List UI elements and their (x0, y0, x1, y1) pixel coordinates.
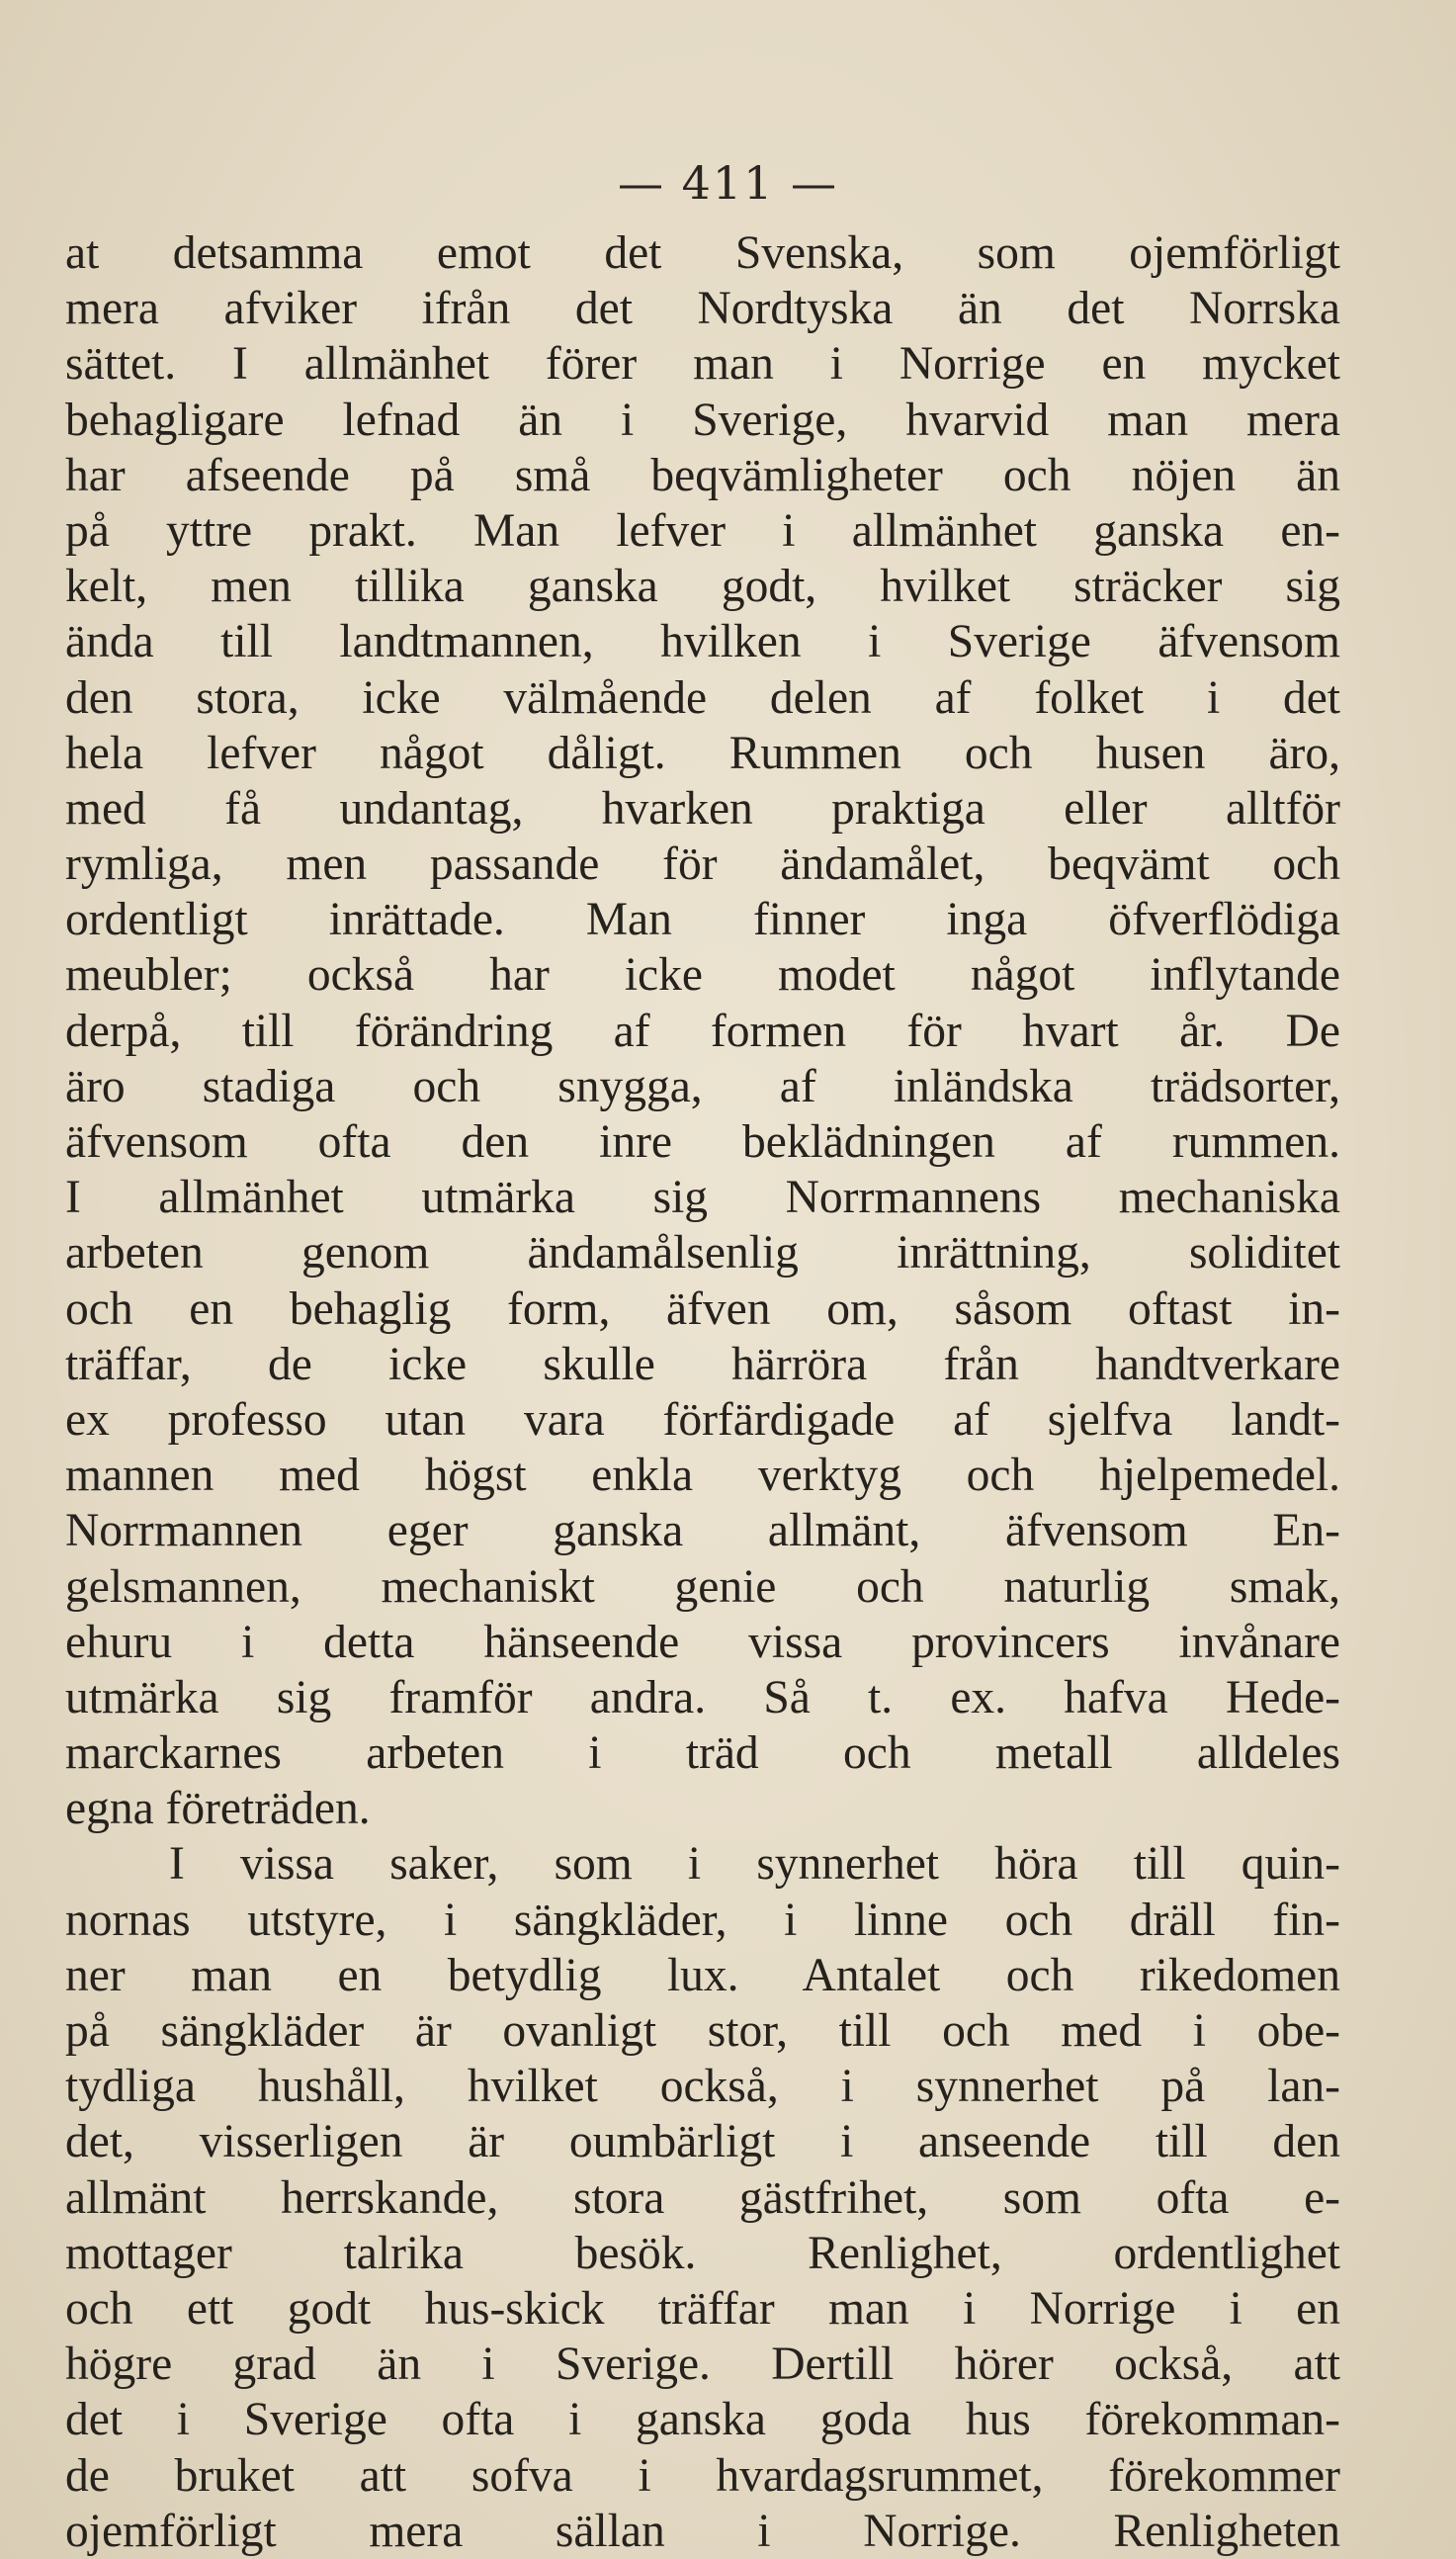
text-line: I vissa saker, som i synnerhet höra till quin- (169, 1838, 1340, 1891)
text-line: ex professo utan vara förfärdigade af sjelfva landt- (65, 1393, 1340, 1446)
text-line: ojemförligt mera sällan i Norrige. Renligheten (65, 2505, 1340, 2557)
text-line: I allmänhet utmärka sig Norrmannens mechaniska (65, 1172, 1340, 1224)
text-line: på yttre prakt. Man lefver i allmänhet ganska en- (65, 504, 1340, 557)
text-line: högre grad än i Sverige. Dertill hörer också, att (65, 2338, 1340, 2391)
text-line: Norrmannen eger ganska allmänt, äfvensom En- (65, 1505, 1340, 1557)
text-line: mottager talrika besök. Renlighet, ordentlighet (65, 2227, 1340, 2279)
page-number: — 411 — (617, 156, 839, 210)
text-line: egna företräden. (65, 1783, 371, 1835)
text-line: nornas utstyre, i sängkläder, i linne och dräll fin- (65, 1894, 1340, 1946)
text-line: derpå, till förändring af formen för hvart år. De (65, 1005, 1340, 1057)
text-line: hela lefver något dåligt. Rummen och husen äro, (65, 727, 1340, 779)
text-line: mera afviker ifrån det Nordtyska än det Norrska (65, 283, 1340, 335)
text-line: ända till landtmannen, hvilken i Sverige äfvensom (65, 616, 1340, 668)
text-line: allmänt herrskande, stora gästfrihet, som ofta e- (65, 2171, 1340, 2224)
text-line: det, visserligen är oumbärligt i anseende till den (65, 2116, 1340, 2168)
text-line: äfvensom ofta den inre beklädningen af rummen. (65, 1116, 1340, 1168)
text-line: äro stadiga och snygga, af inländska trädsorter, (65, 1060, 1340, 1112)
text-line: utmärka sig framför andra. Så t. ex. hafva Hede- (65, 1671, 1340, 1723)
text-line: ordentligt inrättade. Man finner inga öfverflödiga (65, 894, 1340, 946)
text-line: och ett godt hus-skick träffar man i Norrige i en (65, 2282, 1340, 2335)
text-line: de bruket att sofva i hvardagsrummet, förekommer (65, 2449, 1340, 2502)
text-line: at detsamma emot det Svenska, som ojemförligt (65, 227, 1340, 279)
text-line: träffar, de icke skulle härröra från handtverkare (65, 1338, 1340, 1390)
text-line: tydliga hushåll, hvilket också, i synnerhet på lan- (65, 2061, 1340, 2113)
text-line: rymliga, men passande för ändamålet, beqvämt och (65, 838, 1340, 891)
text-line: sättet. I allmänhet förer man i Norrige en mycket (65, 338, 1340, 391)
text-line: ner man en betydlig lux. Antalet och rikedomen (65, 1949, 1340, 2001)
text-line: meubler; också har icke modet något inflytande (65, 949, 1340, 1002)
text-line: det i Sverige ofta i ganska goda hus förekomman- (65, 2394, 1340, 2446)
text-line: ehuru i detta hänseende vissa provincers invånare (65, 1616, 1340, 1668)
body-text (65, 225, 1340, 2559)
text-line: har afseende på små beqvämligheter och nöjen än (65, 449, 1340, 501)
text-line: på sängkläder är ovanligt stor, till och med i obe- (65, 2005, 1340, 2057)
text-line: gelsmannen, mechaniskt genie och naturlig smak, (65, 1560, 1340, 1613)
text-line: mannen med högst enkla verktyg och hjelpemedel. (65, 1450, 1340, 1502)
text-line: den stora, icke välmående delen af folket i det (65, 671, 1340, 724)
text-line: arbeten genom ändamålsenlig inrättning, soliditet (65, 1227, 1340, 1280)
text-line: och en behaglig form, äfven om, såsom oftast in- (65, 1282, 1340, 1335)
text-line: marckarnes arbeten i träd och metall alldeles (65, 1727, 1340, 1780)
text-line: kelt, men tillika ganska godt, hvilket sträcker sig (65, 561, 1340, 613)
text-line: med få undantag, hvarken praktiga eller alltför (65, 782, 1340, 835)
text-line: behagligare lefnad än i Sverige, hvarvid man mera (65, 394, 1340, 446)
